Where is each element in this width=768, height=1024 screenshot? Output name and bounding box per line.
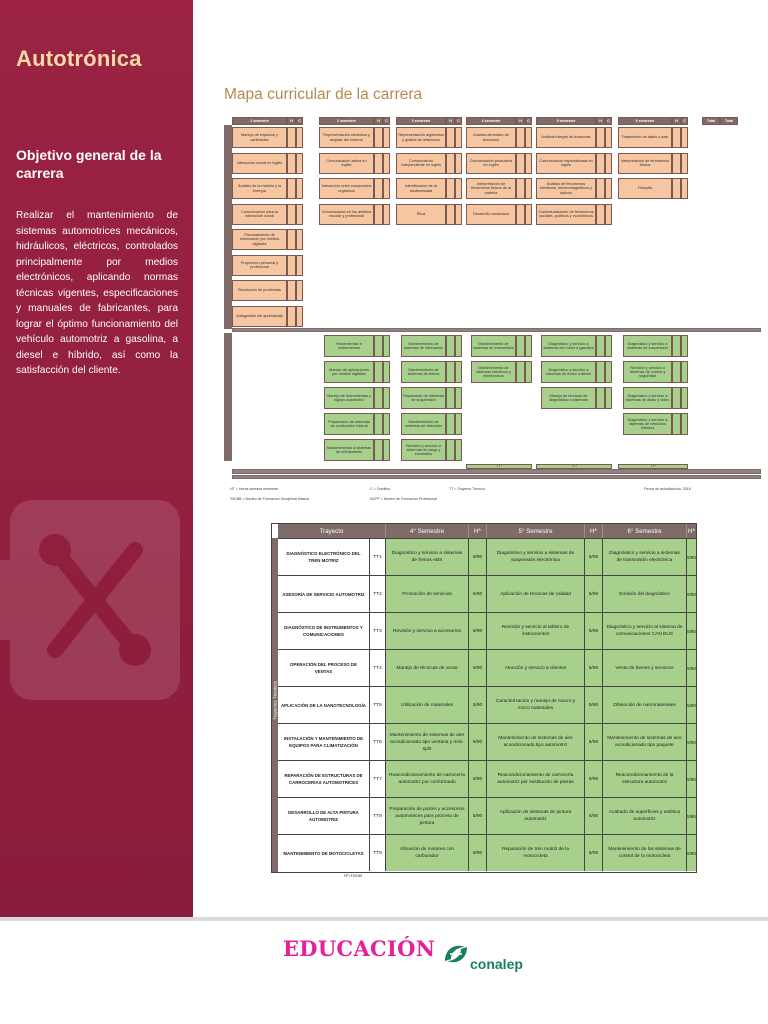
map-header: C bbox=[296, 117, 303, 125]
map-basic-hours bbox=[446, 204, 455, 225]
module-sem4: Diagnóstico y servicio a sistemas de frenos ABS bbox=[386, 539, 469, 575]
map-basic-credits bbox=[605, 127, 612, 148]
trajectory-code: TT7 bbox=[370, 761, 386, 797]
map-summary-bar bbox=[232, 328, 761, 332]
table-row bbox=[278, 649, 696, 686]
map-professional-module: Diagnóstico y servicio a sistemas de vehículos híbridos bbox=[623, 413, 672, 435]
map-basic-credits bbox=[681, 153, 688, 174]
map-basic-module: Representación algebraica y gráfica de relaciones bbox=[396, 127, 446, 148]
map-professional-credits bbox=[455, 361, 462, 383]
map-basic-hours bbox=[287, 127, 296, 148]
module-sem4: Mantenimiento de sistemas de aire acondicionado tipo ventana y mini-split bbox=[386, 724, 469, 760]
map-professional-hours bbox=[516, 335, 525, 357]
map-basic-credits bbox=[296, 204, 303, 225]
map-basic-module: Ética bbox=[396, 204, 446, 225]
map-basic-credits bbox=[681, 178, 688, 199]
map-header: H bbox=[374, 117, 383, 125]
map-professional-module: Preparación de sistemas de combustión interna bbox=[324, 413, 374, 435]
map-basic-module: Tratamiento de datos y azar bbox=[618, 127, 672, 148]
trajectory-code: TT9 bbox=[370, 835, 386, 871]
map-basic-module: Comunicación productiva en inglés bbox=[466, 153, 516, 174]
map-basic-credits bbox=[383, 178, 390, 199]
map-basic-module: Resolución de problemas bbox=[232, 280, 287, 301]
header-h6: H* bbox=[687, 524, 696, 538]
hours-sem5: 5/90 bbox=[585, 835, 603, 871]
map-professional-hours bbox=[446, 361, 455, 383]
map-professional-hours bbox=[596, 387, 605, 409]
trajectory-name: DESARROLLO DE ALTA PINTURA AUTOMOTRIZ bbox=[278, 798, 370, 834]
map-professional-hours bbox=[374, 413, 383, 435]
trajectory-code: TT4 bbox=[370, 650, 386, 686]
trajectory-name: DIAGNÓSTICO DE INSTRUMENTOS Y COMUNICACIONES bbox=[278, 613, 370, 649]
map-basic-module: Interpretación de fenómenos físicos bbox=[618, 153, 672, 174]
map-professional-module: Mantenimiento de sistemas de lubricación bbox=[401, 335, 446, 357]
hours-sem5: 5/90 bbox=[585, 539, 603, 575]
module-sem5: Diagnóstico y servicio a sistemas de suspensión electrónica bbox=[487, 539, 585, 575]
module-sem5: Reparación de tren motriz de la motocicleta bbox=[487, 835, 585, 871]
map-trayecto-cell: TT* bbox=[536, 464, 612, 469]
map-professional-hours bbox=[446, 413, 455, 435]
map-basic-hours bbox=[287, 153, 296, 174]
map-basic-hours bbox=[287, 229, 296, 250]
hours-note: H*=Horas bbox=[344, 873, 363, 878]
map-basic-module: Procesamiento de información por medios digitales bbox=[232, 229, 287, 250]
hours-sem6: 5/90 bbox=[687, 798, 696, 834]
legend-hours: HT = Horas semana semestre bbox=[230, 487, 278, 491]
map-basic-credits bbox=[296, 127, 303, 148]
table-row bbox=[278, 612, 696, 649]
map-total-bar bbox=[232, 469, 761, 474]
map-basic-hours bbox=[374, 178, 383, 199]
hours-sem5: 5/90 bbox=[585, 724, 603, 760]
map-professional-hours bbox=[446, 387, 455, 409]
module-sem4: Reacondicionamiento de carrocería automotriz por conformado bbox=[386, 761, 469, 797]
trajectory-name: DIAGNÓSTICO ELECTRÓNICO DEL TREN MOTRIZ bbox=[278, 539, 370, 575]
map-basic-module: Comunicación para la interacción social bbox=[232, 204, 287, 225]
map-basic-module: Análisis integral de funciones bbox=[536, 127, 596, 148]
map-professional-module: Revisión y servicio a sistemas de confort y seguridad bbox=[623, 361, 672, 383]
map-professional-credits bbox=[383, 335, 390, 357]
trajectory-code: TT3 bbox=[370, 613, 386, 649]
map-basic-module: Análisis de fenómenos eléctricos, electromagnéticos y ópticos bbox=[536, 178, 596, 199]
map-professional-module: Manejo de herramientas y equipo automotriz bbox=[324, 387, 374, 409]
map-professional-hours bbox=[446, 335, 455, 357]
hours-sem6: 5/90 bbox=[687, 613, 696, 649]
hours-sem4: 5/90 bbox=[469, 798, 487, 834]
map-basic-module: Análisis derivativo de funciones bbox=[466, 127, 516, 148]
table-row bbox=[278, 538, 696, 575]
header-sem6: 6° Semestre bbox=[603, 524, 687, 538]
hours-sem4: 5/90 bbox=[469, 761, 487, 797]
map-basic-credits bbox=[605, 153, 612, 174]
map-basic-hours bbox=[672, 127, 681, 148]
curricular-map-title: Mapa curricular de la carrera bbox=[224, 86, 423, 103]
map-basic-credits bbox=[296, 255, 303, 276]
table-row bbox=[278, 760, 696, 797]
map-professional-module: Revisión y servicio a sistemas de carga y encendido bbox=[401, 439, 446, 461]
map-professional-hours bbox=[374, 439, 383, 461]
trajectory-name: ASESORÍA DE SERVICIO AUTOMOTRIZ bbox=[278, 576, 370, 612]
map-basic-hours bbox=[374, 153, 383, 174]
objective-heading: Objetivo general de la carrera bbox=[16, 147, 162, 181]
map-header: H bbox=[446, 117, 455, 125]
map-professional-credits bbox=[605, 387, 612, 409]
map-basic-hours bbox=[516, 153, 525, 174]
map-basic-module: Comunicación especializada en inglés bbox=[536, 153, 596, 174]
map-header: 6 semestre bbox=[618, 117, 672, 125]
map-basic-credits bbox=[681, 127, 688, 148]
map-basic-credits bbox=[296, 306, 303, 327]
map-basic-hours bbox=[374, 204, 383, 225]
map-header: 5 semestre bbox=[536, 117, 596, 125]
table-row bbox=[278, 575, 696, 612]
map-basic-credits bbox=[383, 127, 390, 148]
header-sem4: 4° Semestre bbox=[386, 524, 469, 538]
engine-tools-icon bbox=[0, 480, 193, 720]
module-sem4: Utilización de materiales bbox=[386, 687, 469, 723]
hours-sem5: 5/90 bbox=[585, 613, 603, 649]
map-basic-module: Autogestión del aprendizaje bbox=[232, 306, 287, 327]
map-basic-module: Desarrollo ciudadano bbox=[466, 204, 516, 225]
trajectory-table bbox=[271, 523, 697, 873]
trajectory-code: TT6 bbox=[370, 724, 386, 760]
hours-sem4: 5/90 bbox=[469, 613, 487, 649]
module-sem4: Revisión y servicio a accesorios bbox=[386, 613, 469, 649]
map-basic-credits bbox=[383, 153, 390, 174]
map-professional-hours bbox=[374, 387, 383, 409]
map-header: C bbox=[455, 117, 462, 125]
module-sem5: Atención y servicio a clientes bbox=[487, 650, 585, 686]
educacion-logo: EDUCACIÓN bbox=[283, 936, 436, 961]
hours-sem6: 5/90 bbox=[687, 761, 696, 797]
trajectory-code: TT1 bbox=[370, 539, 386, 575]
map-basic-module: Representación simbólica y angular del entorno bbox=[319, 127, 374, 148]
map-basic-credits bbox=[455, 178, 462, 199]
map-basic-hours bbox=[596, 178, 605, 199]
trajectory-name: APLICACIÓN DE LA NANOTECNOLOGÍA bbox=[278, 687, 370, 723]
module-sem4: Manejo de técnicas de venta bbox=[386, 650, 469, 686]
module-sem5: Aplicación de técnicas de calidad bbox=[487, 576, 585, 612]
map-professional-credits bbox=[455, 387, 462, 409]
map-basic-credits bbox=[605, 178, 612, 199]
hours-sem6: 5/90 bbox=[687, 687, 696, 723]
objective-text: Realizar el mantenimiento de sistemas automotrices mecánicos, hidráulicos, eléctricos, controlados principalmente por medios electrónicos, aplicando normas técnicas vigentes, especificaciones y manuales de fabricantes, para lograr el óptimo funcionamiento del vehículo automotriz a gasolina, a diesel e híbrido, así como la satisfacción del cliente. bbox=[16, 210, 178, 376]
map-basic-hours bbox=[596, 153, 605, 174]
trajectory-name: OPERACIÓN DEL PROCESO DE VENTAS bbox=[278, 650, 370, 686]
map-professional-module: Diagnóstico y servicio a sistemas del motor a gasolina bbox=[541, 335, 596, 357]
map-basic-credits bbox=[296, 229, 303, 250]
module-sem5: Revisión y servicio al tablero de instrumentos bbox=[487, 613, 585, 649]
table-row bbox=[278, 834, 696, 871]
module-sem6: Diagnóstico y servicio al sistema de comunicaciones CAN BUS bbox=[603, 613, 687, 649]
table-row bbox=[278, 797, 696, 834]
hours-sem6: 5/90 bbox=[687, 835, 696, 871]
hours-sem4: 5/90 bbox=[469, 724, 487, 760]
map-header: 4 semestre bbox=[466, 117, 516, 125]
map-basic-hours bbox=[596, 204, 605, 225]
map-professional-module: Diagnóstico y servicio a sistemas de suspensión bbox=[623, 335, 672, 357]
map-basic-hours bbox=[287, 255, 296, 276]
map-header: H bbox=[516, 117, 525, 125]
map-basic-hours bbox=[446, 178, 455, 199]
map-basic-hours bbox=[516, 204, 525, 225]
module-sem6: Obtención de nanomateriales bbox=[603, 687, 687, 723]
module-sem6: Acabado de superficies y estética automotriz bbox=[603, 798, 687, 834]
map-professional-credits bbox=[525, 361, 532, 383]
map-professional-credits bbox=[455, 439, 462, 461]
map-basic-module: Filosofía bbox=[618, 178, 672, 199]
map-professional-credits bbox=[681, 387, 688, 409]
map-professional-credits bbox=[383, 361, 390, 383]
hours-sem4: 5/90 bbox=[469, 650, 487, 686]
legend-tt: TT = Trayecto Técnico bbox=[449, 487, 485, 491]
map-professional-hours bbox=[516, 361, 525, 383]
hours-sem5: 5/90 bbox=[585, 798, 603, 834]
module-sem6: Reacondicionamiento de la estructura automotriz bbox=[603, 761, 687, 797]
map-header: H bbox=[596, 117, 605, 125]
map-basic-module: Contextualización de fenómenos sociales, políticos y económicos bbox=[536, 204, 596, 225]
map-basic-band bbox=[224, 125, 232, 329]
hours-sem5: 5/90 bbox=[585, 650, 603, 686]
header-h5: H* bbox=[585, 524, 603, 538]
module-sem6: Emisión del diagnóstico bbox=[603, 576, 687, 612]
map-basic-hours bbox=[446, 153, 455, 174]
map-header: H bbox=[287, 117, 296, 125]
career-title: Autotrónica bbox=[16, 46, 142, 71]
map-professional-credits bbox=[383, 439, 390, 461]
map-header: C bbox=[605, 117, 612, 125]
trajectory-code: TT8 bbox=[370, 798, 386, 834]
map-header: H bbox=[672, 117, 681, 125]
map-trayecto-cell: TT* bbox=[618, 464, 688, 469]
trajectory-name: INSTALACIÓN Y MANTENIMIENTO DE EQUIPOS PARA CLIMATIZACIÓN bbox=[278, 724, 370, 760]
hours-sem5: 5/90 bbox=[585, 576, 603, 612]
map-basic-hours bbox=[672, 153, 681, 174]
map-basic-credits bbox=[605, 204, 612, 225]
map-basic-credits bbox=[296, 153, 303, 174]
map-basic-credits bbox=[455, 153, 462, 174]
module-sem6: Mantenimiento de sistemas de aire acondicionado tipo paquete bbox=[603, 724, 687, 760]
module-sem5: Mantenimiento de sistemas de aire acondicionado tipo automotriz bbox=[487, 724, 585, 760]
map-header-total: Total bbox=[702, 117, 720, 125]
footer-divider bbox=[0, 917, 768, 921]
map-professional-hours bbox=[596, 335, 605, 357]
map-basic-hours bbox=[287, 280, 296, 301]
conalep-logo-icon bbox=[441, 941, 471, 967]
map-basic-credits bbox=[525, 153, 532, 174]
map-professional-module: Manejo de aplicaciones por medios digitales bbox=[324, 361, 374, 383]
map-basic-credits bbox=[296, 178, 303, 199]
map-header: 2 semestre bbox=[319, 117, 374, 125]
map-basic-module: Comunicación independiente en inglés bbox=[396, 153, 446, 174]
hours-sem6: 5/90 bbox=[687, 650, 696, 686]
header-h4: H* bbox=[469, 524, 487, 538]
legend-date: Fecha de actualización: 2018 bbox=[644, 487, 691, 491]
map-professional-band bbox=[224, 333, 232, 461]
trajectory-name: MANTENIMIENTO DE MOTOCICLETAS bbox=[278, 835, 370, 871]
module-sem4: Afinación de motores con carburador bbox=[386, 835, 469, 871]
map-professional-hours bbox=[596, 361, 605, 383]
module-sem4: Promoción de servicios bbox=[386, 576, 469, 612]
map-basic-hours bbox=[672, 178, 681, 199]
trajectory-name: REPARACIÓN DE ESTRUCTURAS DE CARROCERÍAS AUTOMOTRICES bbox=[278, 761, 370, 797]
map-professional-credits bbox=[455, 335, 462, 357]
map-professional-credits bbox=[455, 413, 462, 435]
module-sem5: Aplicación de sistemas de pintura automotriz bbox=[487, 798, 585, 834]
module-sem6: Mantenimiento de los sistemas de control de la motocicleta bbox=[603, 835, 687, 871]
side-label-text: Trayectos Técnicos bbox=[272, 681, 278, 720]
map-professional-hours bbox=[672, 335, 681, 357]
map-basic-hours bbox=[287, 204, 296, 225]
hours-sem4: 5/90 bbox=[469, 835, 487, 871]
module-sem5: Caracterización y manejo de macro y micro materiales bbox=[487, 687, 585, 723]
map-basic-hours bbox=[287, 178, 296, 199]
map-header: C bbox=[525, 117, 532, 125]
map-basic-credits bbox=[455, 204, 462, 225]
map-header: C bbox=[681, 117, 688, 125]
map-header: 1 semestre bbox=[232, 117, 287, 125]
map-basic-module: Proyección personal y profesional bbox=[232, 255, 287, 276]
map-professional-module: Herramientas e instrumentos bbox=[324, 335, 374, 357]
map-professional-module: Mantenimiento de sistemas de transmisión bbox=[471, 335, 516, 357]
header-trayecto: Trayecto bbox=[278, 524, 386, 538]
hours-sem6: 5/90 bbox=[687, 539, 696, 575]
module-sem4: Preparación de partes y accesorios automotrices para proceso de pintura bbox=[386, 798, 469, 834]
map-basic-module: Manejo de espacios y cantidades bbox=[232, 127, 287, 148]
hours-sem4: 5/90 bbox=[469, 576, 487, 612]
map-professional-credits bbox=[681, 413, 688, 435]
map-professional-module: Mantenimiento de sistemas de dirección bbox=[401, 413, 446, 435]
trajectory-code: TT2 bbox=[370, 576, 386, 612]
map-basic-credits bbox=[525, 127, 532, 148]
map-total-bar-2 bbox=[232, 475, 761, 479]
map-professional-module: Mantenimiento de sistemas eléctricos y electrónicos bbox=[471, 361, 516, 383]
map-trayecto-cell: TT* bbox=[466, 464, 532, 469]
map-professional-hours bbox=[672, 413, 681, 435]
map-professional-credits bbox=[383, 413, 390, 435]
map-professional-module: Reparación de sistemas de suspensión bbox=[401, 387, 446, 409]
map-professional-hours bbox=[672, 387, 681, 409]
map-professional-module: Mantenimiento a sistemas de enfriamiento bbox=[324, 439, 374, 461]
map-professional-credits bbox=[681, 335, 688, 357]
map-basic-credits bbox=[383, 204, 390, 225]
hours-sem5: 5/90 bbox=[585, 687, 603, 723]
map-professional-credits bbox=[605, 361, 612, 383]
map-basic-hours bbox=[596, 127, 605, 148]
map-header: 3 semestre bbox=[396, 117, 446, 125]
map-basic-hours bbox=[446, 127, 455, 148]
map-professional-credits bbox=[383, 387, 390, 409]
module-sem5: Reacondicionamiento de carrocería automotriz por sustitución de piezas bbox=[487, 761, 585, 797]
hours-sem6: 5/90 bbox=[687, 724, 696, 760]
sidebar bbox=[0, 0, 193, 917]
map-professional-hours bbox=[446, 439, 455, 461]
map-basic-module: Interacción entre compuestos orgánicos bbox=[319, 178, 374, 199]
table-row bbox=[278, 686, 696, 723]
header-sem5: 5° Semestre bbox=[487, 524, 585, 538]
map-basic-module: Comunicación en los ámbitos escolar y profesional bbox=[319, 204, 374, 225]
map-basic-credits bbox=[525, 178, 532, 199]
map-basic-credits bbox=[525, 204, 532, 225]
map-basic-module: Interacción inicial en inglés bbox=[232, 153, 287, 174]
map-professional-credits bbox=[525, 335, 532, 357]
map-basic-hours bbox=[374, 127, 383, 148]
legend-credits: C = Créditos bbox=[370, 487, 391, 491]
curricular-map bbox=[224, 117, 761, 481]
map-basic-module: Comunicación activa en inglés bbox=[319, 153, 374, 174]
trajectory-code: TT5 bbox=[370, 687, 386, 723]
map-basic-module: Interpretación de fenómenos físicos de la materia bbox=[466, 178, 516, 199]
map-professional-hours bbox=[374, 335, 383, 357]
hours-sem5: 5/90 bbox=[585, 761, 603, 797]
map-header: C bbox=[383, 117, 390, 125]
module-sem6: Diagnóstico y servicio a sistemas de transmisión electrónica bbox=[603, 539, 687, 575]
map-basic-module: Análisis de la materia y la energía bbox=[232, 178, 287, 199]
legend-ncbb: *NCBB = Núcleo de Formación Disciplinar Básica bbox=[230, 497, 309, 501]
map-basic-hours bbox=[516, 178, 525, 199]
map-basic-credits bbox=[296, 280, 303, 301]
conalep-wordmark: conalep bbox=[470, 956, 523, 972]
map-basic-hours bbox=[516, 127, 525, 148]
map-header-total: Total bbox=[720, 117, 738, 125]
map-basic-module: Identificación de la biodiversidad bbox=[396, 178, 446, 199]
map-professional-hours bbox=[672, 361, 681, 383]
module-sem6: Venta de bienes y servicios bbox=[603, 650, 687, 686]
table-row bbox=[278, 723, 696, 760]
hours-sem4: 5/90 bbox=[469, 539, 487, 575]
map-professional-credits bbox=[605, 335, 612, 357]
map-professional-module: Manejo de técnicas de diagnóstico a sistemas bbox=[541, 387, 596, 409]
map-professional-module: Diagnóstico y servicio a sistemas de audio y video bbox=[623, 387, 672, 409]
map-professional-module: Diagnóstico y servicio a sistemas de motor a diésel bbox=[541, 361, 596, 383]
hours-sem6: 5/90 bbox=[687, 576, 696, 612]
legend-ncfp: NCFP = Núcleo de Formación Profesional bbox=[370, 497, 437, 501]
map-professional-hours bbox=[374, 361, 383, 383]
map-professional-credits bbox=[681, 361, 688, 383]
hours-sem4: 5/90 bbox=[469, 687, 487, 723]
map-basic-hours bbox=[287, 306, 296, 327]
map-basic-credits bbox=[455, 127, 462, 148]
map-professional-module: Mantenimiento de sistemas de frenos bbox=[401, 361, 446, 383]
